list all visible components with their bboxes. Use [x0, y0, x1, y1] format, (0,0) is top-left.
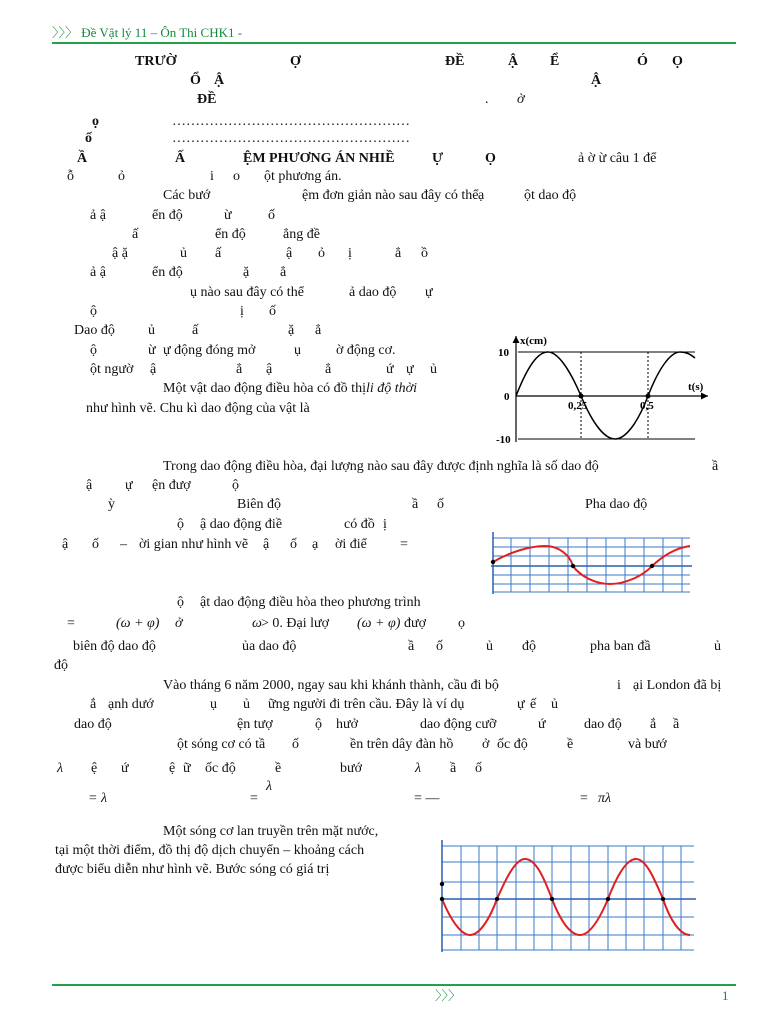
text-fragment: Ó	[637, 54, 648, 69]
point-t1	[579, 394, 584, 399]
text-fragment: ậ	[62, 537, 69, 552]
text-fragment: pha ban đầ	[590, 639, 651, 654]
text-fragment: ộ	[177, 595, 184, 610]
text-fragment: ộ	[177, 517, 184, 532]
text-fragment: ề	[567, 737, 574, 752]
text-fragment: ố	[85, 131, 92, 146]
point-amp	[440, 882, 444, 886]
text-fragment: ột sóng cơ có tầ	[177, 737, 266, 752]
text-fragment: Ọ	[485, 151, 496, 166]
text-fragment: ầ	[450, 761, 457, 776]
page-number: 1	[722, 988, 729, 1003]
text-fragment: ố	[268, 208, 275, 223]
text-fragment: ở	[175, 616, 183, 631]
text-fragment: Ợ	[290, 54, 301, 69]
text-fragment: Ấ	[175, 151, 186, 166]
text-fragment: ẳ	[395, 246, 402, 261]
text-fragment: ả ờ ừ câu 1 để	[578, 151, 657, 166]
text-fragment: ị	[240, 304, 244, 319]
footer-rule	[52, 984, 736, 986]
text-fragment: Ể	[550, 54, 560, 69]
text-fragment: ế	[530, 697, 537, 712]
text-fragment: ị	[348, 246, 352, 261]
text-fragment: ủ	[551, 697, 558, 712]
text-fragment: ự	[425, 285, 433, 300]
text-fragment: ấ	[215, 246, 222, 261]
text-fragment: ọ	[92, 114, 99, 129]
text-fragment: bướ	[340, 761, 362, 776]
tick-x-05: 0,5	[640, 400, 654, 412]
text-fragment: ộ	[232, 478, 239, 493]
text-fragment: ạnh dướ	[108, 697, 154, 712]
text-fragment: ủ	[430, 362, 437, 377]
text-fragment: ốc độ	[205, 761, 236, 776]
text-fragment: ạ	[478, 188, 485, 203]
text-fragment: ụ nào sau đây có thể	[190, 285, 304, 300]
text-fragment: ền trên dây đàn hồ	[350, 737, 454, 752]
point-start	[491, 560, 495, 564]
text-fragment: ắ	[650, 717, 657, 732]
text-fragment: ỳ	[108, 497, 115, 512]
text-fragment: (ω + φ)	[116, 616, 160, 631]
text-fragment: Vào tháng 6 năm 2000, ngay sau khi khánh thành, cầu đi bộ	[163, 678, 499, 693]
point-zero-2	[650, 564, 654, 568]
text-fragment: λ	[57, 761, 64, 776]
text-fragment: o	[233, 169, 240, 184]
text-fragment: ộ	[90, 304, 97, 319]
node-3	[606, 897, 610, 901]
text-fragment: ốc độ	[497, 737, 528, 752]
text-fragment: λ	[415, 761, 422, 776]
text-fragment: ậ dao động điề	[200, 517, 283, 532]
text-fragment: ậ	[263, 537, 270, 552]
text-fragment: ủ	[243, 697, 250, 712]
text-fragment: ẳ	[236, 362, 243, 377]
text-fragment: .	[485, 92, 489, 107]
page-header-title: 〉〉〉 Đề Vật lý 11 – Ôn Thi CHK1 -	[52, 25, 243, 40]
text-fragment: ……………………………………………	[172, 114, 410, 129]
text-fragment: ω	[252, 616, 262, 631]
text-fragment: =	[580, 791, 588, 806]
text-fragment: ả ậ	[90, 208, 106, 223]
text-fragment: ứ	[121, 761, 129, 776]
text-fragment: độ	[54, 658, 68, 673]
text-fragment: (ω + φ)	[357, 616, 401, 631]
tick-y-10: 10	[498, 347, 509, 359]
text-fragment: ả dao độ	[349, 285, 397, 300]
text-fragment: hưở	[336, 717, 358, 732]
text-fragment: πλ	[598, 791, 612, 806]
text-fragment: ố	[269, 304, 276, 319]
text-fragment: ụ	[210, 697, 217, 712]
text-fragment: Trong dao động điều hòa, đại lượng nào sau đây được định nghĩa là số dao độ	[163, 459, 599, 474]
text-fragment: ạ	[312, 537, 319, 552]
text-fragment: ển độ	[215, 227, 246, 242]
text-fragment: = —	[414, 791, 440, 806]
text-fragment: ậ	[266, 362, 273, 377]
text-fragment: Một sóng cơ lan truyền trên mặt nước,	[163, 824, 379, 839]
text-fragment: Một vật dao động điều hòa có đồ thị	[163, 381, 366, 396]
text-fragment: ủa dao độ	[242, 639, 297, 654]
text-fragment: ển độ	[152, 265, 183, 280]
text-fragment: ậ ặ	[112, 246, 128, 261]
text-fragment: ả ậ	[90, 265, 106, 280]
text-fragment: được biểu diễn như hình vẽ. Bước sóng có giá trị	[55, 862, 330, 877]
point-origin	[440, 897, 444, 901]
text-fragment: đượ	[404, 616, 426, 631]
text-fragment: ố	[436, 639, 443, 654]
text-fragment: ặ	[243, 265, 250, 280]
text-fragment: Ậ	[508, 54, 519, 69]
text-fragment: ự	[517, 697, 525, 712]
text-fragment: ầ	[712, 459, 719, 474]
text-fragment: ặ	[288, 323, 295, 338]
text-fragment: ững người đi trên cầu. Đây là ví dụ	[268, 697, 465, 712]
text-fragment: ự	[406, 362, 414, 377]
text-fragment: Ự	[432, 151, 444, 166]
text-fragment: ụ	[294, 343, 301, 358]
text-fragment: ật dao động điều hòa theo phương trình	[200, 595, 421, 610]
text-fragment: ở	[482, 737, 490, 752]
text-fragment: ồ	[421, 246, 428, 261]
displacement-time-graph	[485, 530, 695, 596]
point-t2	[646, 394, 651, 399]
text-fragment: ột ngườ	[90, 362, 134, 377]
text-fragment: Các bướ	[163, 188, 211, 203]
node-1	[495, 897, 499, 901]
text-fragment: ề	[275, 761, 282, 776]
text-fragment: ủ	[486, 639, 493, 654]
text-fragment: ỆM PHƯƠNG ÁN NHIỀ	[243, 151, 395, 166]
text-fragment: ời điể	[335, 537, 367, 552]
text-fragment: và bướ	[628, 737, 667, 752]
text-fragment: ệ	[91, 761, 98, 776]
text-fragment: ại London đã bị	[633, 678, 722, 693]
text-fragment: ị	[383, 517, 387, 532]
text-fragment: ầ	[408, 639, 415, 654]
x-axis-label: t(s)	[688, 381, 704, 393]
text-fragment: ờ động cơ.	[336, 343, 396, 358]
tick-y-0: 0	[504, 391, 510, 403]
text-fragment: ố	[292, 737, 299, 752]
text-fragment: ữ	[183, 761, 191, 776]
text-fragment: ố	[437, 497, 444, 512]
text-fragment: Ậ	[591, 73, 602, 88]
text-fragment: ……………………………………………	[172, 131, 410, 146]
text-fragment: ừ	[224, 208, 232, 223]
text-fragment: ấ	[132, 227, 139, 242]
text-fragment: dao độ	[584, 717, 622, 732]
text-fragment: ứ	[538, 717, 546, 732]
text-fragment: ộ	[90, 343, 97, 358]
header-rule	[52, 42, 736, 44]
text-fragment: Ầ	[77, 151, 88, 166]
text-fragment: =	[400, 537, 408, 552]
y-axis-label: x(cm)	[520, 335, 547, 347]
text-fragment: ắ	[90, 697, 97, 712]
text-fragment: ủ	[148, 323, 155, 338]
text-fragment: ừ	[148, 343, 156, 358]
text-fragment: Ọ	[672, 54, 683, 69]
text-fragment: ĐỀ	[445, 54, 465, 69]
text-fragment: Ổ	[190, 73, 201, 88]
text-fragment: ủ	[180, 246, 187, 261]
text-fragment: ẳ	[280, 265, 287, 280]
text-fragment: ộ	[315, 717, 322, 732]
text-fragment: =	[67, 616, 75, 631]
text-fragment: ỗ	[67, 169, 74, 184]
text-fragment: ẳng đề	[283, 227, 320, 242]
node-4	[661, 897, 665, 901]
text-fragment: Pha dao độ	[585, 497, 648, 512]
text-fragment: ẳ	[315, 323, 322, 338]
text-fragment: ầ	[412, 497, 419, 512]
node-2	[550, 897, 554, 901]
text-fragment: dao động cưỡ	[420, 717, 497, 732]
text-fragment: Ậ	[214, 73, 225, 88]
text-fragment: ậ	[86, 478, 93, 493]
text-fragment: ĐỀ	[197, 92, 217, 107]
text-fragment: li độ thời	[366, 381, 418, 396]
text-fragment: ọ	[458, 616, 465, 631]
grid	[442, 846, 694, 950]
text-fragment: ủ	[714, 639, 721, 654]
text-fragment: tại một thời điểm, đồ thị độ dịch chuyển – khoảng cách	[55, 843, 365, 858]
text-fragment: như hình vẽ. Chu kì dao động của vật là	[86, 401, 310, 416]
grid	[493, 538, 690, 592]
text-fragment: ứ	[386, 362, 394, 377]
text-fragment: ệ	[169, 761, 176, 776]
text-fragment: ậ	[286, 246, 293, 261]
text-fragment: ển độ	[152, 208, 183, 223]
text-fragment: ố	[92, 537, 99, 552]
text-fragment: TRƯỜ	[135, 54, 177, 69]
text-fragment: i	[617, 678, 621, 693]
text-fragment: =	[250, 791, 258, 806]
text-fragment: ố	[290, 537, 297, 552]
point-zero-1	[571, 564, 575, 568]
text-fragment: ự	[125, 478, 133, 493]
text-fragment: ệm đơn giản nào sau đây có thể	[302, 188, 479, 203]
signal-curve	[493, 546, 690, 584]
text-fragment: ậ	[150, 362, 157, 377]
text-fragment: ầ	[673, 717, 680, 732]
text-fragment: i	[210, 169, 214, 184]
text-fragment: có đồ	[344, 517, 375, 532]
text-fragment: ỏ	[318, 246, 325, 261]
text-fragment: ột dao độ	[524, 188, 577, 203]
text-fragment: λ	[266, 779, 273, 794]
text-fragment: độ	[522, 639, 536, 654]
text-fragment: ột phương án.	[264, 169, 342, 184]
text-fragment: ự động đóng mở	[163, 343, 256, 358]
footer-chevrons: 〉〉〉	[435, 988, 462, 1003]
wave-profile-graph	[432, 838, 698, 956]
text-fragment: –	[120, 537, 127, 552]
text-fragment: ện đượ	[152, 478, 191, 493]
tick-y-neg10: -10	[496, 434, 511, 446]
text-fragment: Dao độ	[74, 323, 115, 338]
text-fragment: ện tượ	[237, 717, 273, 732]
text-fragment: = λ	[88, 791, 108, 806]
text-fragment: dao độ	[74, 717, 112, 732]
text-fragment: ố	[475, 761, 482, 776]
text-fragment: ẳ	[325, 362, 332, 377]
text-fragment: ấ	[192, 323, 199, 338]
text-fragment: ời gian như hình vẽ	[139, 537, 249, 552]
text-fragment: > 0. Đại lượ	[261, 616, 329, 631]
oscillation-graph	[490, 330, 715, 450]
text-fragment: ờ	[517, 92, 525, 107]
text-fragment: ỏ	[118, 169, 125, 184]
text-fragment: biên độ dao độ	[73, 639, 156, 654]
text-fragment: Biên độ	[237, 497, 281, 512]
tick-x-025: 0,25	[568, 400, 588, 412]
